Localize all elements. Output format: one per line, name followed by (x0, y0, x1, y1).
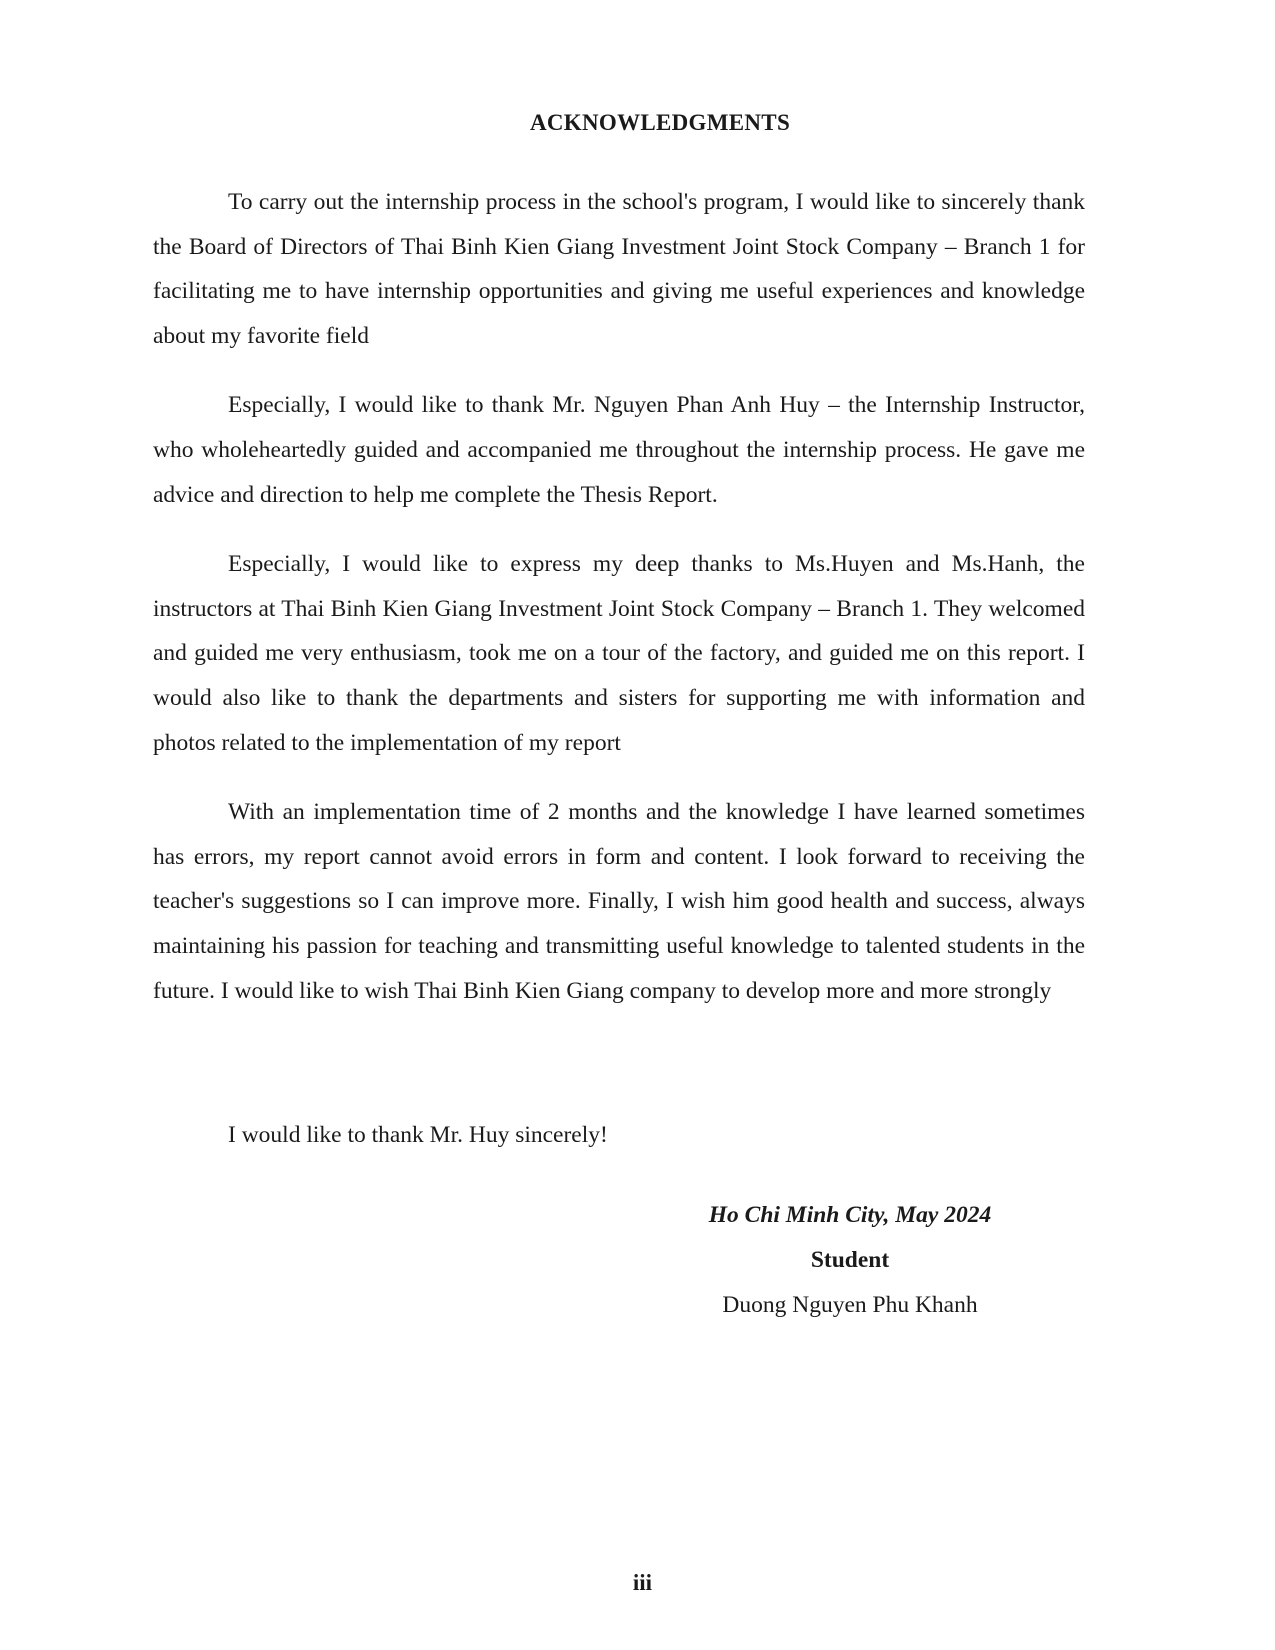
acknowledgments-body (153, 180, 1085, 1038)
page-number: iii (632, 1570, 653, 1595)
paragraph-4: With an implementation time of 2 months and the knowledge I have learned sometimes has errors, my report cannot avoid errors in form and content. I look forward to receiving the teacher's suggestions so I can improve more. Finally, I wish him good health and success, always maintaining his passion for teaching and transmitting useful knowledge to talented students in the future. I would like to wish Thai Binh Kien Giang company to develop more and more strongly (153, 799, 1085, 1004)
closing-line: I would like to thank Mr. Huy sincerely! (228, 1122, 608, 1148)
paragraph-2: Especially, I would like to thank Mr. Nguyen Phan Anh Huy – the Internship Instructor, who wholeheartedly guided and accompanied me throughout the internship process. He gave me advice and direction to help me complete the Thesis Report. (153, 392, 1085, 508)
signature-block (640, 1193, 1060, 1328)
page-title: ACKNOWLEDGMENTS (529, 110, 791, 135)
signature-name: Duong Nguyen Phu Khanh (722, 1292, 978, 1318)
signature-place-date: Ho Chi Minh City, May 2024 (708, 1202, 992, 1228)
paragraph-3: Especially, I would like to express my deep thanks to Ms.Huyen and Ms.Hanh, the instructors at Thai Binh Kien Giang Investment Joint Stock Company – Branch 1. They welcomed and guided me very enthusiasm, took me on a tour of the factory, and guided me on this report. I would also like to thank the departments and sisters for supporting me with information and photos related to the implementation of my report (153, 551, 1085, 756)
paragraph-1: To carry out the internship process in the school's program, I would like to sincerely thank the Board of Directors of Thai Binh Kien Giang Investment Joint Stock Company – Branch 1 for facilitating me to have internship opportunities and giving me useful experiences and knowledge about my favorite field (153, 189, 1085, 349)
signature-role: Student (810, 1247, 890, 1273)
